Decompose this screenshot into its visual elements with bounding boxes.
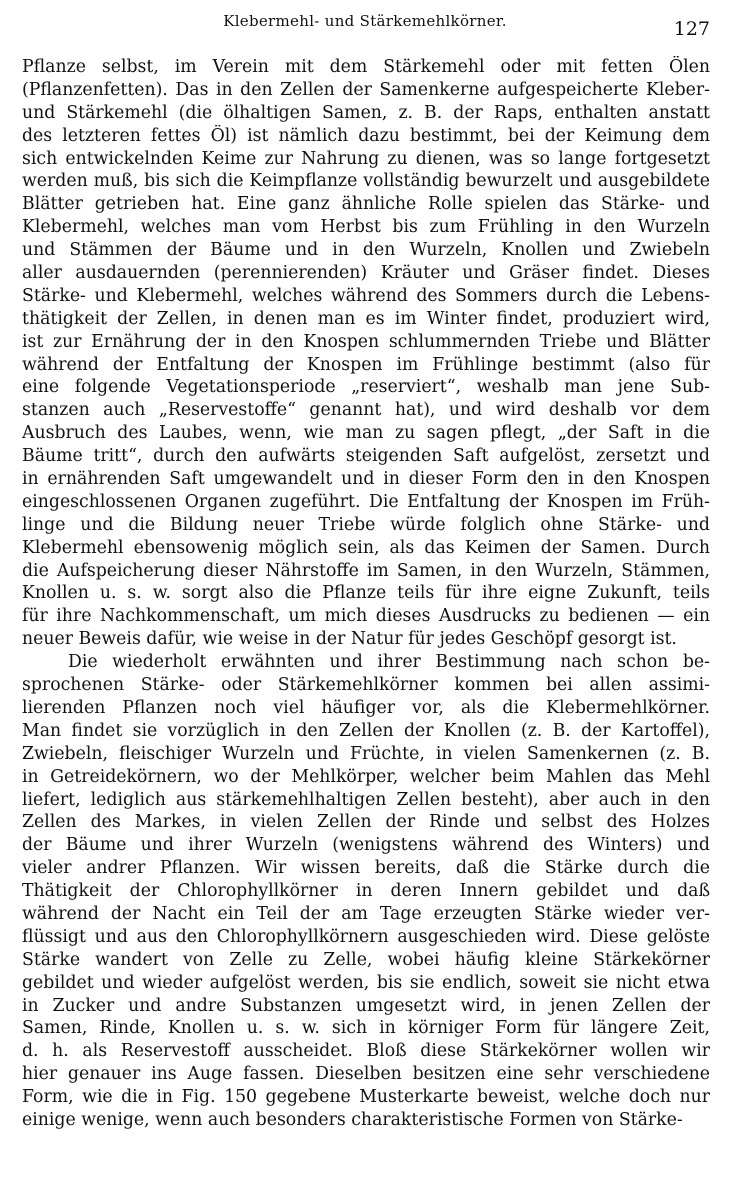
text-line: ist zur Ernährung der in den Knospen schlummernden Triebe und Blätter xyxy=(22,331,710,352)
text-line: Thätigkeit der Chlorophyllkörner in deren Innern gebildet und daß xyxy=(22,881,710,902)
text-line: in Getreidekörnern, wo der Mehlkörper, welcher beim Mahlen das Mehl xyxy=(22,766,710,787)
text-line: flüssigt und aus den Chlorophyllkörnern ausgeschieden wird. Diese gelöste xyxy=(22,926,710,947)
text-line: (Pflanzenfetten). Das in den Zellen der Samenkerne aufgespeicherte Kleber- xyxy=(22,79,710,100)
text-line: Zwiebeln, fleischiger Wurzeln und Früchte, in vielen Samenkernen (z. B. xyxy=(22,743,710,764)
text-line: und Stämmen der Bäume und in den Wurzeln, Knollen und Zwiebeln xyxy=(22,240,710,261)
text-line: vieler andrer Pflanzen. Wir wissen bereits, daß die Stärke durch die xyxy=(22,858,710,879)
text-line: Ausbruch des Laubes, wenn, wie man zu sagen pflegt, „der Saft in die xyxy=(22,423,710,444)
text-line: und Stärkemehl (die ölhaltigen Samen, z. B. der Raps, enthalten anstatt xyxy=(22,102,710,123)
text-line: eingeschlossenen Organen zugeführt. Die Entfaltung der Knospen im Früh- xyxy=(22,491,710,512)
text-line: Man findet sie vorzüglich in den Zellen der Knollen (z. B. der Kartoffel), xyxy=(22,720,710,741)
text-line: thätigkeit der Zellen, in denen man es im Winter findet, produziert wird, xyxy=(22,308,710,329)
text-line: linge und die Bildung neuer Triebe würde folglich ohne Stärke- und xyxy=(22,514,710,535)
text-line: Klebermehl ebensowenig möglich sein, als das Keimen der Samen. Durch xyxy=(22,537,710,558)
text-line: in ernährenden Saft umgewandelt und in dieser Form den in den Knospen xyxy=(22,469,710,490)
text-line: neuer Beweis dafür, wie weise in der Natur für jedes Geschöpf gesorgt ist. xyxy=(22,629,677,650)
text-line: für ihre Nachkommenschaft, um mich dieses Ausdrucks zu bedienen — ein xyxy=(22,606,710,627)
text-line: d. h. als Reservestoff ausscheidet. Bloß diese Stärkekörner wollen wir xyxy=(22,1041,710,1062)
text-line: Blätter getrieben hat. Eine ganz ähnliche Rolle spielen das Stärke- und xyxy=(22,194,710,215)
text-line: liefert, lediglich aus stärkemehlhaltigen Zellen besteht), aber auch in den xyxy=(22,789,710,810)
text-line: während der Entfaltung der Knospen im Frühlinge bestimmt (also für xyxy=(22,354,710,375)
text-line: einige wenige, wenn auch besonders charakteristische Formen von Stärke- xyxy=(22,1109,683,1130)
text-line: in Zucker und andre Substanzen umgesetzt wird, in jenen Zellen der xyxy=(22,995,710,1016)
text-line: hier genauer ins Auge fassen. Dieselben besitzen eine sehr verschiedene xyxy=(22,1064,710,1085)
text-line: Samen, Rinde, Knollen u. s. w. sich in körniger Form für längere Zeit, xyxy=(22,1018,710,1039)
text-line: eine folgende Vegetationsperiode „reserviert“, weshalb man jene Sub- xyxy=(22,377,710,398)
text-line: lierenden Pflanzen noch viel häufiger vor, als die Klebermehlkörner. xyxy=(22,697,710,718)
text-line: des letzteren fettes Öl) ist nämlich dazu bestimmt, bei der Keimung dem xyxy=(22,125,710,146)
text-line: sich entwickelnden Keime zur Nahrung zu dienen, was so lange fortgesetzt xyxy=(22,148,710,169)
text-line: gebildet und wieder aufgelöst werden, bis sie endlich, soweit sie nicht etwa xyxy=(22,972,710,993)
text-line: Pflanze selbst, im Verein mit dem Stärkemehl oder mit fetten Ölen xyxy=(22,57,710,77)
page-number: 127 xyxy=(673,18,710,40)
text-line: Klebermehl, welches man vom Herbst bis zum Frühling in den Wurzeln xyxy=(22,217,710,238)
text-line: stanzen auch „Reservestoffe“ genannt hat), und wird deshalb vor dem xyxy=(22,400,710,421)
text-line: werden muß, bis sich die Keimpflanze vollständig bewurzelt und ausgebildete xyxy=(22,171,710,192)
text-line: Knollen u. s. w. sorgt also die Pflanze teils für ihre eigne Zukunft, teils xyxy=(22,583,710,604)
text-line: Die wiederholt erwähnten und ihrer Bestimmung nach schon be- xyxy=(68,652,710,673)
text-line: Zellen des Markes, in vielen Zellen der Rinde und selbst des Holzes xyxy=(22,812,710,833)
text-line: sprochenen Stärke- oder Stärkemehlkörner kommen bei allen assimi- xyxy=(22,675,710,696)
running-title: Klebermehl- und Stärkemehlkörner. xyxy=(223,12,507,30)
body-text xyxy=(22,56,710,1132)
text-line: Bäume tritt“, durch den aufwärts steigenden Saft aufgelöst, zersetzt und xyxy=(22,446,710,467)
running-header xyxy=(20,8,710,40)
text-line: während der Nacht ein Teil der am Tage erzeugten Stärke wieder ver- xyxy=(22,903,710,924)
text-line: Stärke wandert von Zelle zu Zelle, wobei häufig kleine Stärkekörner xyxy=(22,949,710,970)
text-line: aller ausdauernden (perennierenden) Kräuter und Gräser findet. Dieses xyxy=(22,263,710,284)
text-line: der Bäume und ihrer Wurzeln (wenigstens während des Winters) und xyxy=(22,835,710,856)
text-line: Form, wie die in Fig. 150 gegebene Musterkarte beweist, welche doch nur xyxy=(22,1087,710,1108)
paragraph xyxy=(22,651,710,1132)
text-line: Stärke- und Klebermehl, welches während des Sommers durch die Lebens- xyxy=(22,285,710,306)
text-line: die Aufspeicherung dieser Nährstoffe im Samen, in den Wurzeln, Stämmen, xyxy=(22,560,710,581)
paragraph xyxy=(22,56,710,651)
